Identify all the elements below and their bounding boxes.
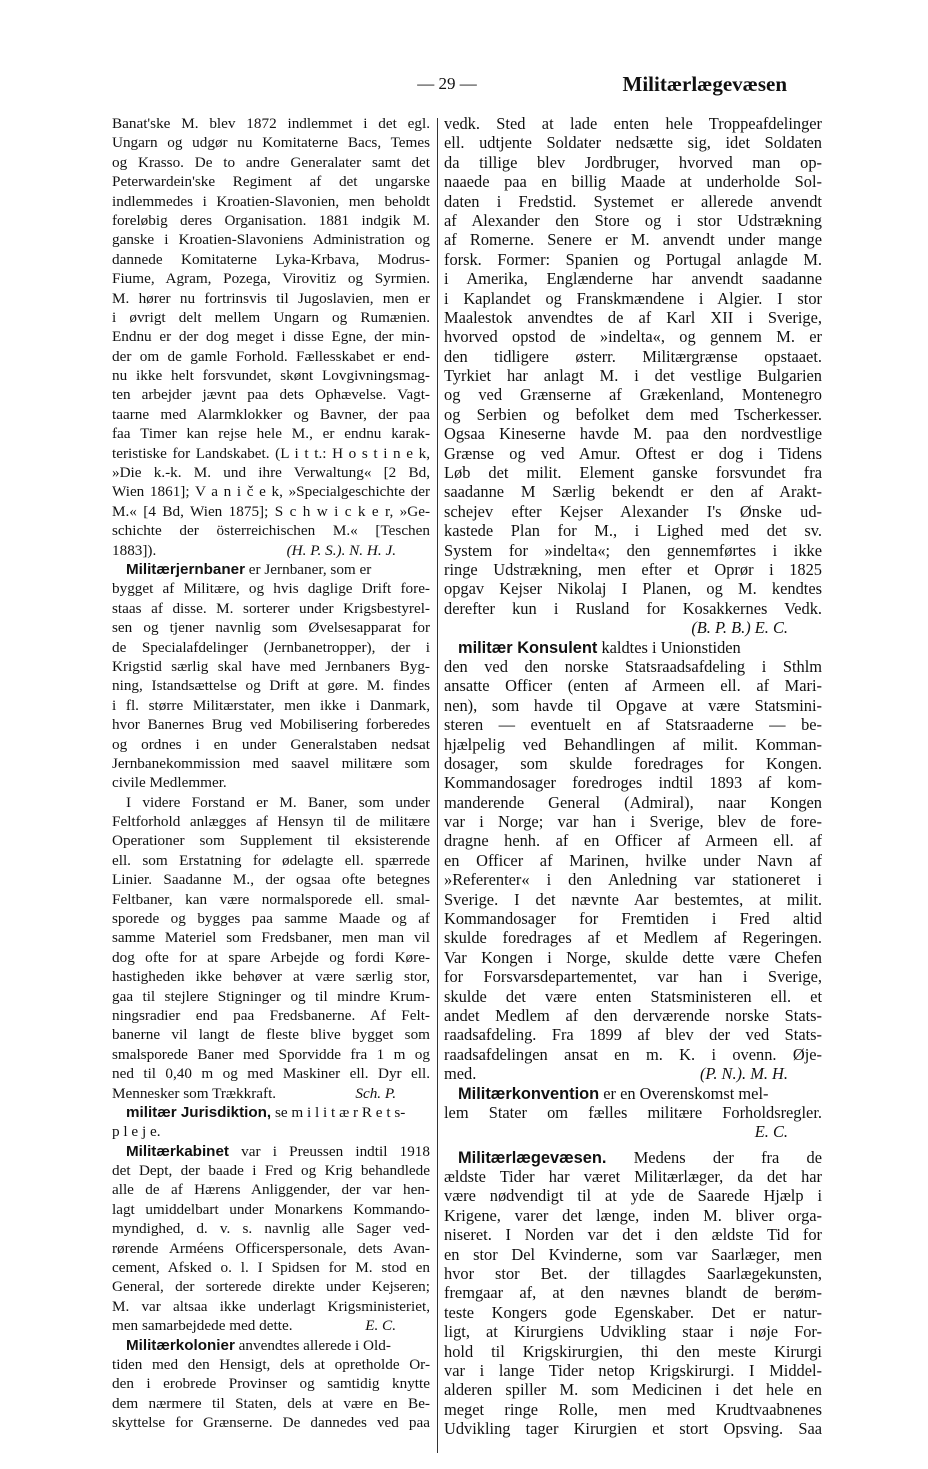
- text-line: [444, 114, 822, 133]
- line-text: Endnu er der dog meget i disse Egne, der min-: [112, 328, 430, 346]
- text-line: [444, 948, 822, 967]
- line-text: dragne henh. af en Officer af Armeen ell. af: [444, 831, 822, 851]
- text-line: [444, 424, 822, 443]
- line-text: i øvrigt delt mellem Ungarn og Rumænien.: [112, 308, 430, 326]
- line-text: ansatte Officer (enten af Armeen ell. af Mari-: [444, 676, 822, 696]
- text-line: [444, 812, 822, 831]
- headword: Militærlægevæsen.: [458, 1148, 607, 1167]
- line-text: af Alexander den Store og i stor Udstrækning: [444, 210, 822, 230]
- text-line: [112, 521, 430, 540]
- text-line: [112, 1355, 430, 1374]
- text-line: [112, 153, 430, 172]
- text-line: [112, 327, 430, 346]
- line-text: saadanne M Særlig bekendt er den af Arakt-: [444, 482, 822, 502]
- line-text: cement, Afsked o. l. I Spidsen for M. stod en: [112, 1259, 430, 1277]
- line-text: fremgaar af, at den nævnes blandt de berøm-: [444, 1283, 822, 1303]
- text-line: [112, 114, 430, 133]
- line-text: Ungarn og udgør nu Komitaterne Bacs, Temes: [112, 134, 430, 152]
- line-text: dannede Komitaterne Lyka-Krbava, Modrus-: [112, 250, 430, 268]
- text-line: [444, 676, 822, 695]
- line-text: nu ikke helt forsvundet, skønt Lovgivningsmag-: [112, 367, 430, 385]
- line-text: Peterwardein'ske Regiment af det ungarske: [112, 173, 430, 191]
- text-line: [444, 1283, 822, 1302]
- line-text: dog ofte for at spare Arbejde og fordi Køre-: [112, 948, 430, 966]
- line-text: kastede Plan for M., i Lighed med det sv.: [444, 521, 822, 541]
- text-line: [112, 812, 430, 831]
- line-text: en Officer af Marinen, hvilke under Navn af: [444, 850, 822, 870]
- text-line: [112, 851, 430, 870]
- line-text: staas af disse. M. sorterer under Krigsbestyrel-: [112, 599, 430, 617]
- text-line: [444, 502, 822, 521]
- line-text: indlemmedes i Kroatien-Slavonien, men beholdt: [112, 192, 430, 210]
- line-text: kaldtes i Unionstiden: [597, 637, 741, 657]
- author-signature: (B. P. B.) E. C.: [691, 618, 788, 638]
- line-text: af Romerne. Senere er M. anvendt under mange: [444, 230, 822, 250]
- line-text: »Die k.-k. M. und ihre Verwaltung« [2 Bd,: [112, 464, 430, 482]
- line-text: ganske i Kroatien-Slavoniens Administration og: [112, 231, 430, 249]
- line-text: bygget af Militære, og hvis daglige Drift fore-: [112, 580, 430, 598]
- text-line: [112, 1258, 430, 1277]
- line-text: hastigheden ikke behøver at være særlig stor,: [112, 968, 430, 986]
- line-text: I videre Forstand er M. Baner, som under: [126, 793, 430, 811]
- line-text: ældste Tider har været Militærlæger, da det har: [444, 1167, 822, 1187]
- text-line: [112, 831, 430, 850]
- text-line: [444, 230, 822, 249]
- line-text: er Jernbaner, som er: [245, 560, 372, 578]
- text-line: [444, 172, 822, 191]
- line-text: Operationer som Supplement til eksisterende: [112, 832, 430, 850]
- text-line: [112, 424, 430, 443]
- line-text: raadsafdelingen ansat en m. K. i ovenn. Øje-: [444, 1044, 822, 1064]
- text-line: [444, 385, 822, 404]
- text-line: [444, 890, 822, 909]
- line-text: anvendtes allerede i Old-: [234, 1336, 391, 1354]
- line-text: hold til Krigskirurgien, thi den meste Kirurgi: [444, 1341, 822, 1361]
- line-text: der om de gamle Forhold. Fællesskabet er end-: [112, 347, 430, 365]
- text-line: [112, 250, 430, 269]
- text-line: [444, 851, 822, 870]
- line-text: Feltforhold anlægges af Hensyn til de militære: [112, 813, 430, 831]
- text-line: [112, 948, 430, 967]
- headword: Militærkonvention: [458, 1084, 600, 1103]
- text-line: [444, 987, 822, 1006]
- line-text: ell. som Erstatning for ødelagte ell. spærrede: [112, 851, 430, 869]
- line-text: er en Overenskomst mel-: [599, 1083, 769, 1103]
- line-text: i Amerika, Englænderne har anvendt saadanne: [444, 269, 822, 289]
- line-text: og ordnes i en under Generalstaben nedsat: [112, 735, 430, 753]
- headword: Militærjernbaner: [126, 560, 245, 578]
- left-column: [112, 114, 430, 1433]
- line-text: ning, Istandsættelse og Drift at gøre. M. findes: [112, 677, 430, 695]
- text-line: [112, 676, 430, 695]
- text-line: [444, 1006, 822, 1025]
- line-text: Var Kongen i Norge, skulde dette være Chefen: [444, 947, 822, 967]
- line-text: var i Norge; var han i Sverige, blev de fore-: [444, 812, 822, 832]
- text-line: [444, 696, 822, 715]
- line-text: Grænse og ved Amur. Oftest er dog i Tidens: [444, 443, 822, 463]
- text-line: [112, 735, 430, 754]
- headword: militær Konsulent: [458, 638, 598, 657]
- text-line: [112, 289, 430, 308]
- text-line: [444, 1419, 822, 1438]
- line-text: skulde det være enten Statsministeren ell. et: [444, 986, 822, 1006]
- line-text: Krigstid særlig skal have med Jernbaners Byg-: [112, 657, 430, 675]
- text-line: [444, 579, 822, 598]
- line-text: se m i l i t æ r R e t s-: [271, 1103, 406, 1121]
- line-text: derefter kun i Rusland for Kosakkernes Vedk.: [444, 598, 822, 618]
- text-line: [444, 909, 822, 928]
- text-line: [444, 1342, 822, 1361]
- text-line: [112, 366, 430, 385]
- entry-headline: [112, 1336, 430, 1355]
- text-line: [112, 1316, 430, 1335]
- line-text: ningsradier end paa Fredsbanerne. Af Felt-: [112, 1006, 430, 1024]
- text-line: [444, 133, 822, 152]
- line-text: Løb det milit. Element ganske forsvundet fra: [444, 463, 822, 483]
- line-text: med.: [444, 1064, 477, 1084]
- line-text: faa Timer kan rejse hele M., er endnu karak-: [112, 425, 430, 443]
- text-line: [444, 153, 822, 172]
- text-line: [444, 1045, 822, 1064]
- text-line: [112, 308, 430, 327]
- line-text: daten i Fredstid. Systemet er allerede anvendt: [444, 191, 822, 211]
- line-text: Ogsaa Kineserne havde M. paa den nordvestlige: [444, 424, 822, 444]
- line-text: manderende General (Admiral), naar Kongen: [444, 792, 822, 812]
- line-text: den i erobrede Provinser og samtidig knytte: [112, 1375, 430, 1393]
- text-line: [444, 1361, 822, 1380]
- text-line: [444, 735, 822, 754]
- text-line: [112, 1006, 430, 1025]
- line-text: myndighed, d. v. s. navnlig alle Sager ved-: [112, 1220, 430, 1238]
- text-line: [112, 657, 430, 676]
- text-line: [444, 1167, 822, 1186]
- text-line: [444, 1064, 822, 1083]
- text-line: [444, 560, 822, 579]
- line-text: civile Medlemmer.: [112, 774, 227, 792]
- text-line: [112, 909, 430, 928]
- text-line: [112, 1180, 430, 1199]
- line-text: Krigene, varer det længe, inden M. bliver orga-: [444, 1205, 822, 1225]
- text-line: [444, 793, 822, 812]
- text-line: [112, 1064, 430, 1083]
- text-line: [444, 618, 822, 637]
- line-text: men samarbejdede med dette.: [112, 1317, 293, 1335]
- line-text: alderen spiller M. som Medicinen i det hele en: [444, 1380, 822, 1400]
- text-line: [112, 1374, 430, 1393]
- column-divider: [437, 118, 438, 1453]
- line-text: hvor Banernes Brug ved Mobilisering forberedes: [112, 716, 430, 734]
- author-signature: E. C.: [754, 1122, 788, 1142]
- page-number: — 29 —: [417, 74, 477, 93]
- line-text: Linier. Saadanne M., der ogsaa ofte betegnes: [112, 871, 430, 889]
- text-line: [112, 482, 430, 501]
- line-text: lagt umiddelbart under Monarkens Kommando-: [112, 1200, 430, 1218]
- line-text: da tillige blev Jordbruger, hvorved man op-: [444, 152, 822, 172]
- line-text: dosager, som skulde foredrages for Kongen.: [444, 753, 822, 773]
- line-text: Maalestok anvendtes de af Karl XII i Sverige,: [444, 307, 822, 327]
- text-line: [112, 696, 430, 715]
- text-line: [444, 366, 822, 385]
- line-text: gaa til stejlere Stigninger og til mindre Krum-: [112, 987, 430, 1005]
- line-text: M. var altsaa ikke underlagt Krigsministeriet,: [112, 1297, 430, 1315]
- line-text: og Krasso. De to andre Generalater samt det: [112, 153, 430, 171]
- line-text: niseret. I Norden var det i den ældste Tid for: [444, 1225, 822, 1245]
- line-text: raadsafdeling. Fra 1899 af blev der ved Stats-: [444, 1025, 822, 1045]
- line-text: General, der sorterede direkte under Kejseren;: [112, 1278, 430, 1296]
- line-text: Fiume, Agram, Pozega, Virovitiz og Syrmien.: [112, 270, 430, 288]
- text-line: [112, 618, 430, 637]
- line-text: foreløbig deres Organisation. 1881 indgik M.: [112, 211, 430, 229]
- line-text: var i Preussen indtil 1918: [228, 1142, 430, 1160]
- text-line: [444, 715, 822, 734]
- line-text: ringe Udstrækning, men efter et Oprør i 1825: [444, 559, 822, 579]
- line-text: ten arbejder jævnt paa dets Ophævelse. Vagt-: [112, 386, 430, 404]
- line-text: Kommandosager for Fremtiden i Fred altid: [444, 909, 822, 929]
- text-line: [112, 230, 430, 249]
- text-line: [444, 1380, 822, 1399]
- text-line: [444, 831, 822, 850]
- entry-headline: [112, 560, 430, 579]
- text-line: [112, 347, 430, 366]
- text-line: [112, 1277, 430, 1296]
- line-text: dem nærmere til Staten, dels at være en Be-: [112, 1394, 430, 1412]
- line-text: »Referenter« i den Anledning var stationeret i: [444, 870, 822, 890]
- text-line: [112, 890, 430, 909]
- line-text: sporede og bygges paa samme Maade og af: [112, 910, 430, 928]
- headword: militær Jurisdiktion,: [126, 1103, 272, 1121]
- text-line: [112, 638, 430, 657]
- text-line: [444, 870, 822, 889]
- line-text: sen og tjener navnlig som Øvelsesapparat for: [112, 619, 430, 637]
- line-text: System for »indelta«; den gennemførtes i ikke: [444, 540, 822, 560]
- line-text: skyttelse for Grænserne. De dannedes ved paa: [112, 1414, 430, 1432]
- text-line: [112, 1045, 430, 1064]
- text-line: [444, 1225, 822, 1244]
- line-text: en stor Del Kvinderne, som var Saarlæger, men: [444, 1244, 822, 1264]
- text-line: [112, 444, 430, 463]
- line-text: steren — eventuelt en af Statsraaderne — be-: [444, 715, 822, 735]
- text-line: [444, 1322, 822, 1341]
- text-line: [444, 773, 822, 792]
- line-text: meget ringe Rolle, men med Krudtvaabnenes: [444, 1399, 822, 1419]
- line-text: forsk. Former: Spanien og Portugal anlagde M.: [444, 249, 822, 269]
- text-line: [444, 308, 822, 327]
- text-line: [444, 599, 822, 618]
- line-text: alle de af Hærens Anliggender, der var hen-: [112, 1181, 430, 1199]
- line-text: Jernbanekommission med saavel militære som: [112, 754, 430, 772]
- line-text: samme Materiel som Fredsbaner, men man vil: [112, 929, 430, 947]
- text-line: [444, 192, 822, 211]
- text-line: [444, 1303, 822, 1322]
- text-line: [444, 1186, 822, 1205]
- text-line: [112, 870, 430, 889]
- text-line: [112, 1219, 430, 1238]
- line-text: Udvikling tager Kirurgien et stort Opsving. Saa: [444, 1419, 822, 1439]
- text-line: [112, 192, 430, 211]
- text-line: [112, 211, 430, 230]
- text-line: [112, 1122, 430, 1141]
- line-text: det Dept, der baade i Fred og Krig behandlede: [112, 1162, 430, 1180]
- text-line: [112, 773, 430, 792]
- text-line: [112, 1394, 430, 1413]
- line-text: den tidligere østerr. Militærgrænse opstaaet.: [444, 346, 822, 366]
- line-text: ligt, at Kirurgiens Udvikling staar i nøje For-: [444, 1322, 822, 1342]
- text-line: [112, 133, 430, 152]
- line-text: Mennesker som Trækkraft.: [112, 1084, 277, 1102]
- text-line: [112, 1297, 430, 1316]
- line-text: M.« [4 Bd, Wien 1875]; S c h w i c k e r, »Ge-: [112, 502, 430, 520]
- headword: Militærkolonier: [126, 1336, 235, 1354]
- text-line: [112, 1200, 430, 1219]
- line-text: Tyrkiet har anlagt M. i det vestlige Bulgarien: [444, 366, 822, 386]
- line-text: lem Stater om fælles militære Forholdsregler.: [444, 1102, 822, 1122]
- line-text: smalsporede Baner med Sporvidde fra 1 m og: [112, 1045, 430, 1063]
- line-text: naaede paa en billig Maade at underholde Sol-: [444, 172, 822, 192]
- line-text: for Forsvarsdepartementet, var han i Sverige,: [444, 967, 822, 987]
- line-text: andet Medlem af den derværende norske Stats-: [444, 1005, 822, 1025]
- text-line: [112, 579, 430, 598]
- line-text: schichte der österreichischen M.« [Teschen: [112, 522, 430, 540]
- text-line: [112, 599, 430, 618]
- line-text: skulde foredrages af et Medlem af Regeringen.: [444, 928, 822, 948]
- line-text: var i lange Tider netop Krigskirurgi. I Middel-: [444, 1361, 822, 1380]
- line-text: hvorved opstod de »indelta«, og gennem M. er: [444, 327, 822, 347]
- line-text: banerne vil langt de fleste blive bygget som: [112, 1026, 430, 1044]
- text-line: [112, 987, 430, 1006]
- author-signature: Sch. P.: [355, 1084, 396, 1102]
- line-text: taarne med Alarmklokker og Bavner, der paa: [112, 405, 430, 423]
- line-text: vedk. Sted at lade enten hele Troppeafdelinger: [444, 114, 822, 133]
- running-head: Militærlægevæsen: [622, 72, 787, 96]
- entry-headline: [444, 638, 822, 657]
- text-line: [444, 1245, 822, 1264]
- headword: Militærkabinet: [126, 1142, 229, 1160]
- line-text: den ved den norske Statsraadsafdeling i Sthlm: [444, 656, 822, 676]
- line-text: teste Kongers gode Egenskaber. Det er natur-: [444, 1302, 822, 1322]
- line-text: og Serbien og befolket dem med Tscherkesser.: [444, 404, 822, 424]
- text-line: [112, 1239, 430, 1258]
- entry-headline: [112, 1142, 430, 1161]
- line-text: M. hører nu fortrinsvis til Jugoslavien, men er: [112, 289, 430, 307]
- text-line: [444, 967, 822, 986]
- line-text: Kommandosager foredroges indtil 1893 af kom-: [444, 773, 822, 793]
- line-text: hjælpelig ved Behandlingen af milit. Komman-: [444, 734, 822, 754]
- text-line: [444, 482, 822, 501]
- author-signature: E. C.: [365, 1317, 396, 1335]
- text-line: [112, 1084, 430, 1103]
- text-line: [112, 793, 430, 812]
- line-text: hvor stor Bet. der tillagdes Saarlægekunsten,: [444, 1264, 822, 1284]
- text-line: [112, 754, 430, 773]
- text-line: [112, 1161, 430, 1180]
- text-line: [444, 1025, 822, 1044]
- text-line: [444, 521, 822, 540]
- text-line: [444, 405, 822, 424]
- line-text: Feltbaner, kan være normalsporede ell. smal-: [112, 890, 430, 908]
- text-line: [444, 211, 822, 230]
- text-line: [444, 347, 822, 366]
- text-line: [112, 928, 430, 947]
- line-text: Medens der fra de: [606, 1147, 822, 1167]
- line-text: Wien 1861]; V a n i č e k, »Specialgeschichte der: [112, 483, 430, 501]
- entry-headline: [444, 1148, 822, 1167]
- text-line: [112, 715, 430, 734]
- text-line: [444, 754, 822, 773]
- text-line: [444, 463, 822, 482]
- line-text: i Kaplandet og Franskmændene i Algier. I stor: [444, 288, 822, 308]
- text-line: [112, 385, 430, 404]
- line-text: teristiske for Landskabet. (L i t t.: H o s t i n e k,: [112, 444, 430, 462]
- author-signature: (H. P. S.). N. H. J.: [286, 541, 396, 559]
- text-line: [112, 405, 430, 424]
- line-text: ned til 0,40 m og med Maskiner ell. Dyr ell.: [112, 1065, 430, 1083]
- text-line: [444, 289, 822, 308]
- line-text: rørende Arméens Officerspersonale, dets Avan-: [112, 1239, 430, 1257]
- line-text: p l e j e.: [112, 1123, 161, 1141]
- text-line: [444, 657, 822, 676]
- line-text: schejev efter Kejser Alexander I's Ønske ud-: [444, 501, 822, 521]
- text-line: [444, 1206, 822, 1225]
- line-text: i fl. større Militærstater, men ikke i Danmark,: [112, 696, 430, 714]
- line-text: ell. udtjente Soldater nedsætte sig, idet Soldaten: [444, 133, 822, 153]
- text-line: [112, 172, 430, 191]
- text-line: [444, 269, 822, 288]
- entry-headline: [444, 1084, 822, 1103]
- line-text: opgav Kejser Nikolaj I Planen, og M. kendtes: [444, 579, 822, 599]
- text-line: [444, 1122, 822, 1141]
- text-line: [444, 1103, 822, 1122]
- text-line: [444, 1400, 822, 1419]
- text-line: [444, 327, 822, 346]
- text-line: [112, 502, 430, 521]
- text-line: [444, 444, 822, 463]
- author-signature: (P. N.). M. H.: [699, 1064, 788, 1084]
- text-line: [444, 250, 822, 269]
- right-column: [444, 114, 822, 1439]
- text-line: [112, 541, 430, 560]
- text-line: [112, 1413, 430, 1432]
- line-text: tiden med den Hensigt, dels at opretholde Or-: [112, 1356, 430, 1373]
- text-line: [444, 1264, 822, 1283]
- text-line: [444, 541, 822, 560]
- line-text: og ved Grænserne af Grækenland, Montenegro: [444, 385, 822, 405]
- line-text: de Specialafdelinger (Jernbanetropper), der i: [112, 638, 430, 656]
- text-line: [112, 1025, 430, 1044]
- text-line: [112, 463, 430, 482]
- line-text: nen), som havde til Opgave at være Statsmini-: [444, 695, 822, 715]
- line-text: Sverige. I det nævnte Aar bestemtes, at milit.: [444, 889, 822, 909]
- line-text: være nødvendigt til at yde de Saarede Hjælp i: [444, 1186, 822, 1206]
- entry-headline: [112, 1103, 430, 1122]
- line-text: Banat'ske M. blev 1872 indlemmet i det egl.: [112, 115, 430, 132]
- text-line: [444, 928, 822, 947]
- text-line: [112, 967, 430, 986]
- line-text: 1883]).: [112, 541, 157, 559]
- text-line: [112, 269, 430, 288]
